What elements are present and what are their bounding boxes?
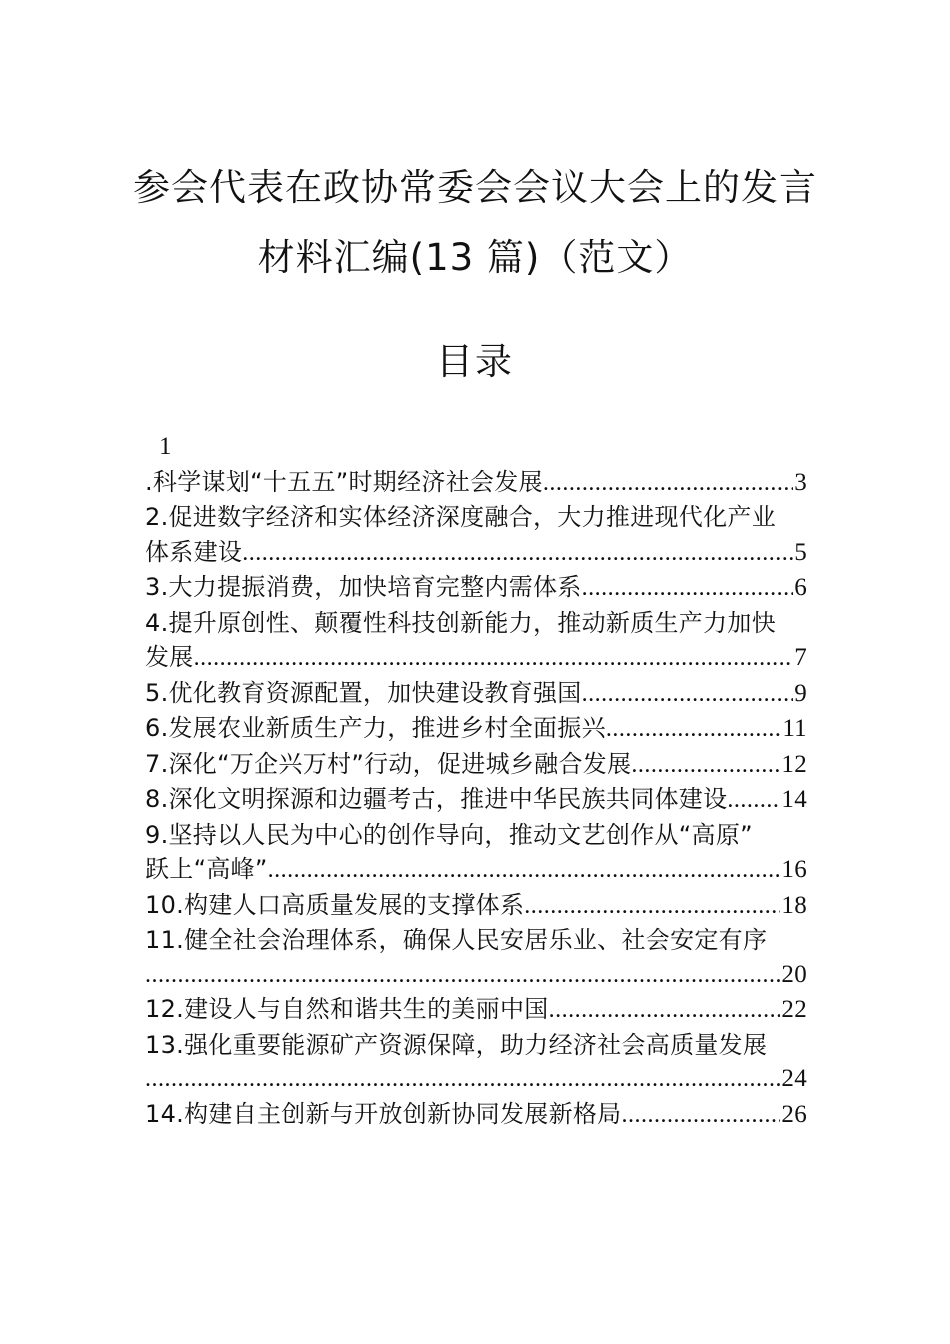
toc-dot-leader bbox=[242, 536, 793, 571]
toc-entry-leader-line bbox=[145, 570, 807, 606]
toc-entry-leader-line bbox=[145, 958, 807, 993]
toc-entry-leader-line bbox=[145, 711, 807, 747]
toc-page-number: 22 bbox=[781, 996, 807, 1023]
toc-entry-title: 8.深化文明探源和边疆考古，推进中华民族共同体建设 bbox=[145, 785, 728, 813]
toc-dot-leader bbox=[145, 958, 780, 993]
toc-entry-leader-line bbox=[145, 782, 807, 818]
toc-dot-leader bbox=[582, 571, 794, 606]
toc-entry[interactable] bbox=[145, 888, 807, 924]
toc-entry-leader-line bbox=[145, 535, 807, 571]
toc-heading: 目录 bbox=[436, 340, 514, 383]
toc-entry-title: 7.深化“万企兴万村”行动，促进城乡融合发展 bbox=[145, 749, 632, 778]
toc-entry-leader-line bbox=[145, 992, 807, 1028]
toc-dot-leader bbox=[631, 748, 780, 783]
table-of-contents bbox=[145, 430, 807, 1132]
toc-entry[interactable] bbox=[145, 711, 807, 747]
toc-dot-leader bbox=[606, 712, 781, 747]
toc-entry[interactable] bbox=[145, 818, 807, 888]
toc-entry-title-line-1: 11.健全社会治理体系，确保人民安居乐业、社会安定有序 bbox=[145, 926, 768, 954]
toc-entry[interactable] bbox=[145, 1028, 807, 1097]
toc-entry-leader-line bbox=[145, 1097, 807, 1133]
toc-entry[interactable] bbox=[145, 606, 807, 676]
toc-page-number: 11 bbox=[782, 715, 807, 742]
toc-entry-title: 5.优化教育资源配置，加快建设教育强国 bbox=[145, 678, 582, 707]
toc-page-number: 9 bbox=[794, 679, 807, 707]
toc-entry[interactable] bbox=[145, 465, 807, 501]
toc-entry-title: 6.发展农业新质生产力，推进乡村全面振兴 bbox=[145, 714, 606, 742]
toc-entry-title: .科学谋划“十五五”时期经济社会发展 bbox=[145, 467, 543, 496]
toc-page-number: 20 bbox=[781, 960, 807, 988]
document-title-line-2: 材料汇编(13 篇)（范文） bbox=[257, 236, 693, 279]
toc-entry-leader-line bbox=[145, 640, 807, 676]
toc-page-number: 5 bbox=[794, 538, 807, 566]
toc-entry[interactable] bbox=[145, 1097, 807, 1133]
document-title-line-1: 参会代表在政协常委会会议大会上的发言 bbox=[133, 166, 817, 209]
toc-page-number: 16 bbox=[781, 856, 807, 883]
toc-page-number: 7 bbox=[794, 644, 807, 671]
toc-entry[interactable] bbox=[145, 747, 807, 783]
toc-entry[interactable] bbox=[145, 500, 807, 570]
toc-page-number: 6 bbox=[794, 574, 807, 601]
toc-entry-title-line-1: 13.强化重要能源矿产资源保障，助力经济社会高质量发展 bbox=[145, 1030, 768, 1059]
toc-entry-title: 发展 bbox=[145, 643, 194, 671]
toc-dot-leader bbox=[524, 889, 780, 924]
toc-page-number: 24 bbox=[781, 1065, 807, 1092]
toc-entry-title-line-1: 4.提升原创性、颠覆性科技创新能力，推动新质生产力加快 bbox=[145, 608, 776, 637]
toc-entry[interactable] bbox=[145, 676, 807, 712]
toc-entry-leader-line bbox=[145, 852, 807, 888]
toc-entry-number-prefix: 1 bbox=[159, 433, 172, 460]
toc-dot-leader bbox=[145, 1062, 780, 1097]
toc-entry-leader-line bbox=[145, 676, 807, 712]
toc-entry[interactable] bbox=[145, 570, 807, 606]
toc-dot-leader bbox=[194, 641, 794, 676]
toc-entry-title: 3.大力提振消费，加快培育完整内需体系 bbox=[145, 573, 582, 601]
toc-entry[interactable] bbox=[145, 992, 807, 1028]
toc-entry-title: 14.构建自主创新与开放创新协同发展新格局 bbox=[145, 1099, 622, 1128]
toc-entry-leader-line bbox=[145, 1062, 807, 1097]
toc-entry[interactable] bbox=[145, 923, 807, 992]
toc-page-number: 14 bbox=[781, 786, 807, 813]
toc-dot-leader bbox=[549, 993, 781, 1028]
toc-list bbox=[145, 465, 807, 1133]
toc-entry-title: 12.建设人与自然和谐共生的美丽中国 bbox=[145, 995, 549, 1023]
toc-entry-title: 跃上“高峰” bbox=[145, 855, 268, 883]
toc-entry-leader-line bbox=[145, 747, 807, 783]
toc-dot-leader bbox=[543, 466, 793, 501]
toc-page-number: 3 bbox=[794, 468, 807, 496]
toc-page-number: 12 bbox=[781, 750, 807, 778]
toc-entry-leader-line bbox=[145, 465, 807, 501]
toc-dot-leader bbox=[582, 677, 794, 712]
toc-dot-leader bbox=[621, 1098, 780, 1133]
toc-entry[interactable] bbox=[145, 782, 807, 818]
toc-page-number: 18 bbox=[781, 891, 807, 919]
toc-entry-title: 10.构建人口高质量发展的支撑体系 bbox=[145, 890, 525, 919]
toc-entry-title-line-1: 9.坚持以人民为中心的创作导向，推动文艺创作从“高原” bbox=[145, 820, 753, 849]
toc-entry-title-line-1: 2.促进数字经济和实体经济深度融合，大力推进现代化产业 bbox=[145, 503, 776, 531]
toc-entry-title: 体系建设 bbox=[145, 537, 243, 566]
toc-dot-leader bbox=[727, 783, 780, 818]
toc-entry-leader-line bbox=[145, 888, 807, 924]
toc-dot-leader bbox=[268, 853, 781, 888]
toc-page-number: 26 bbox=[781, 1100, 807, 1128]
